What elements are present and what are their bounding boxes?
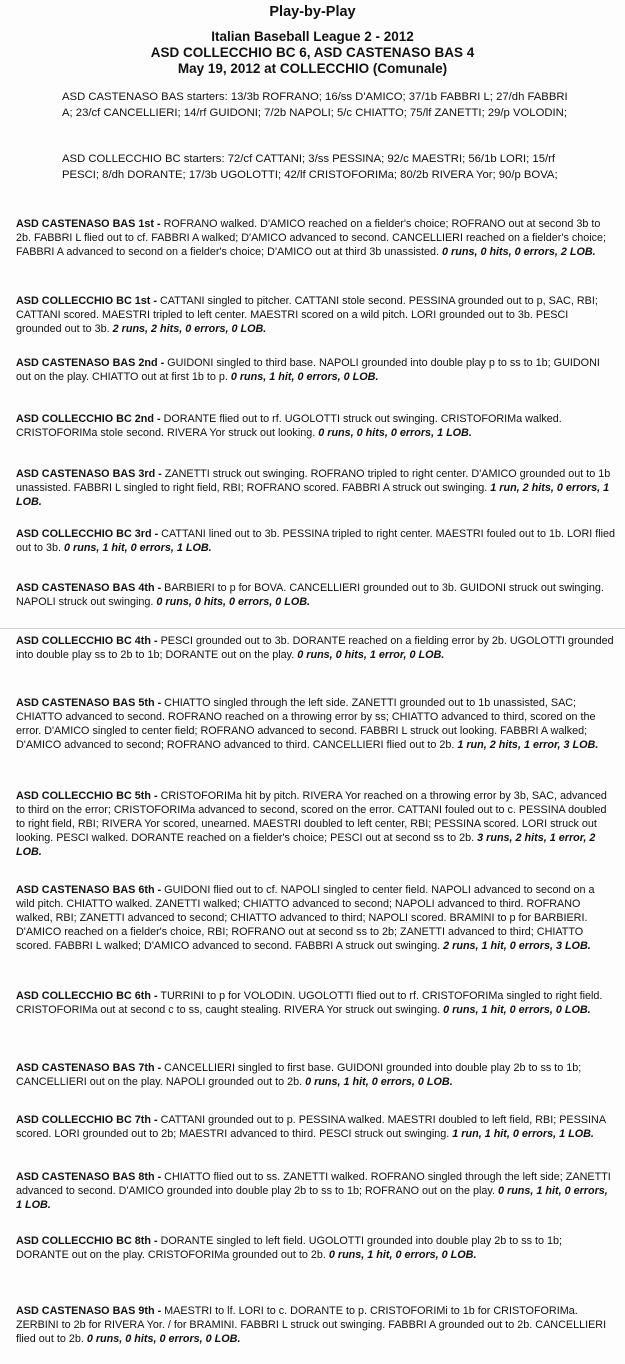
- inning-label: ASD COLLECCHIO BC 5th -: [16, 790, 158, 802]
- inning-label: ASD CASTENASO BAS 5th -: [16, 697, 162, 709]
- inning-plays: MAESTRI to lf. LORI to c. DORANTE to p. CRISTOFORIMi to 1b for CRISTOFORIMa. ZERBINI to 2b for RIVERA Yor. / for BRAMINI. FABBRI L struck out swinging. FABBRI A grounded out to 2b. CANCELLIERI flied out to 2b.: [16, 1305, 607, 1345]
- inning-plays: BARBIERI to p for BOVA. CANCELLIERI grounded out to 3b. GUIDONI struck out swinging. NAPOLI struck out swinging.: [16, 582, 604, 608]
- inning-summary: 0 runs, 0 hits, 0 errors, 2 LOB.: [442, 246, 596, 258]
- inning-plays: DORANTE flied out to rf. UGOLOTTI struck out swinging. CRISTOFORIMa walked. CRISTOFORIMa stole second. RIVERA Yor struck out looking.: [16, 413, 562, 439]
- inning-plays: ROFRANO walked. D'AMICO reached on a fielder's choice; ROFRANO out at second 3b to 2b. FABBRI L flied out to cf. FABBRI A walked; D'AMICO advanced to second. CANCELLIERI reached on a fielder's choice; FABBRI A advanced to second on a fielder's choice; D'AMICO out at third 3b unassisted.: [16, 218, 607, 258]
- inning-entry: [16, 527, 616, 555]
- inning-entry: [16, 1234, 616, 1262]
- inning-summary: 0 runs, 1 hit, 0 errors, 1 LOB.: [16, 1185, 608, 1211]
- inning-plays: CHIATTO flied out to ss. ZANETTI walked. ROFRANO singled through the left side; ZANETTI advanced to second. D'AMICO grounded into double play 2b to ss to 1b; ROFRANO out on the play.: [16, 1171, 611, 1197]
- inning-plays: DORANTE singled to left field. UGOLOTTI grounded into double play 2b to ss to 1b; DORANTE out on the play. CRISTOFORIMa grounded out to 2b.: [16, 1235, 563, 1261]
- inning-entry: [16, 581, 616, 609]
- inning-plays: CANCELLIERI singled to first base. GUIDONI grounded into double play 2b to ss to 1b; CANCELLIERI out on the play. NAPOLI grounded out to 2b.: [16, 1062, 582, 1088]
- inning-entry: [16, 1304, 616, 1346]
- inning-summary: 0 runs, 0 hits, 0 errors, 1 LOB.: [318, 427, 472, 439]
- inning-label: ASD CASTENASO BAS 7th -: [16, 1062, 162, 1074]
- inning-entry: [16, 1113, 616, 1141]
- inning-summary: 0 runs, 1 hit, 0 errors, 0 LOB.: [230, 371, 379, 383]
- inning-summary: 0 runs, 0 hits, 0 errors, 0 LOB.: [156, 596, 311, 608]
- inning-plays: CATTANI lined out to 3b. PESSINA tripled to right center. MAESTRI fouled out to 1b. LORI flied out to 3b.: [16, 528, 616, 554]
- inning-label: ASD CASTENASO BAS 4th -: [16, 582, 162, 594]
- league-line: Italian Baseball League 2 - 2012: [211, 29, 414, 44]
- inning-entry: [16, 789, 616, 859]
- inning-plays: PESCI grounded out to 3b. DORANTE reached on a fielding error by 2b. UGOLOTTI grounded into double play ss to 2b to 1b; DORANTE out on the play.: [16, 635, 614, 661]
- visitor-starters: ASD CASTENASO BAS starters: 13/3b ROFRANO; 16/ss D'AMICO; 37/1b FABBRI L; 27/dh FABBRI A; 23/cf CANCELLIERI; 14/rf GUIDONI; 7/2b NAPOLI; 5/c CHIATTO; 75/lf ZANETTI; 29/p VOLODIN;: [62, 91, 568, 119]
- inning-entry: [16, 1170, 616, 1212]
- scan-divider: [0, 628, 625, 629]
- inning-label: ASD COLLECCHIO BC 8th -: [16, 1235, 158, 1247]
- inning-entry: [16, 467, 616, 509]
- inning-label: ASD COLLECCHIO BC 7th -: [16, 1114, 158, 1126]
- inning-summary: 0 runs, 0 hits, 0 errors, 0 LOB.: [86, 1333, 241, 1345]
- inning-entry: [16, 883, 616, 953]
- inning-plays: CATTANI singled to pitcher. CATTANI stole second. PESSINA grounded out to p, SAC, RBI; CATTANI scored. MAESTRI tripled to left center. MAESTRI scored on a wild pitch. LORI grounded out to 3b. PESCI grounded out to 3b.: [16, 295, 598, 335]
- inning-label: ASD COLLECCHIO BC 4th -: [16, 635, 158, 647]
- inning-summary: 0 runs, 1 hit, 0 errors, 1 LOB.: [64, 542, 212, 554]
- game-header: [0, 29, 625, 77]
- inning-plays: ZANETTI struck out swinging. ROFRANO tripled to right center. D'AMICO grounded out to 1b unassisted. FABBRI L singled to right field, RBI; ROFRANO scored. FABBRI A struck out swinging.: [16, 468, 611, 494]
- inning-summary: 0 runs, 0 hits, 1 error, 0 LOB.: [297, 649, 445, 661]
- page-title: Play-by-Play: [269, 4, 356, 20]
- home-starters: ASD COLLECCHIO BC starters: 72/cf CATTANI; 3/ss PESSINA; 92/c MAESTRI; 56/1b LORI; 15/rf PESCI; 8/dh DORANTE; 17/3b UGOLOTTI; 42/lf CRISTOFORIMa; 80/2b RIVERA Yor; 90/p BOVA;: [62, 153, 558, 181]
- inning-summary: 0 runs, 1 hit, 0 errors, 0 LOB.: [443, 1004, 591, 1016]
- inning-entry: [16, 412, 616, 440]
- inning-label: ASD CASTENASO BAS 1st -: [16, 218, 161, 230]
- inning-entry: [16, 294, 616, 336]
- inning-plays: CHIATTO singled through the left side. ZANETTI grounded out to 1b unassisted, SAC; CHIATTO advanced to second. ROFRANO reached on a throwing error by ss; CHIATTO advanced to third, scored on the error. D'AMICO singled to center field; ROFRANO advanced to second. FABBRI L struck out looking. FABBRI A walked; D'AMICO advanced to second; ROFRANO advanced to third. CANCELLIERI flied out to 2b.: [16, 697, 596, 751]
- inning-label: ASD COLLECCHIO BC 6th -: [16, 990, 158, 1002]
- inning-summary: 1 run, 2 hits, 1 error, 3 LOB.: [457, 739, 599, 751]
- inning-entry: [16, 696, 616, 752]
- score-line: ASD COLLECCHIO BC 6, ASD CASTENASO BAS 4: [150, 45, 475, 60]
- inning-label: ASD COLLECCHIO BC 1st -: [16, 295, 157, 307]
- inning-summary: 3 runs, 2 hits, 1 error, 2 LOB.: [16, 832, 596, 858]
- inning-summary: 2 runs, 1 hit, 0 errors, 3 LOB.: [443, 940, 591, 952]
- inning-entry: [16, 989, 616, 1017]
- inning-label: ASD CASTENASO BAS 3rd -: [16, 468, 162, 480]
- inning-entry: [16, 217, 616, 259]
- inning-plays: CATTANI grounded out to p. PESSINA walked. MAESTRI doubled to left field, RBI; PESSINA scored. LORI grounded out to 2b; MAESTRI advanced to third. PESCI struck out swinging.: [16, 1114, 606, 1140]
- inning-summary: 0 runs, 1 hit, 0 errors, 0 LOB.: [305, 1076, 453, 1088]
- inning-label: ASD COLLECCHIO BC 2nd -: [16, 413, 161, 425]
- inning-label: ASD CASTENASO BAS 6th -: [16, 884, 162, 896]
- inning-summary: 2 runs, 2 hits, 0 errors, 0 LOB.: [112, 323, 267, 335]
- inning-entry: [16, 356, 616, 384]
- inning-plays: TURRINI to p for VOLODIN. UGOLOTTI flied out to rf. CRISTOFORIMa singled to right field. CRISTOFORIMa out at second c to ss, caught stealing. RIVERA Yor struck out swinging.: [16, 990, 603, 1016]
- inning-plays: GUIDONI singled to third base. NAPOLI grounded into double play p to ss to 1b; GUIDONI out on the play. CHIATTO out at first 1b to p.: [16, 357, 600, 383]
- inning-label: ASD CASTENASO BAS 8th -: [16, 1171, 162, 1183]
- inning-label: ASD COLLECCHIO BC 3rd -: [16, 528, 159, 540]
- inning-plays: GUIDONI flied out to cf. NAPOLI singled to center field. NAPOLI advanced to second on a wild pitch. CHIATTO walked. ZANETTI walked; CHIATTO advanced to second; NAPOLI advanced to third. ROFRANO walked, RBI; ZANETTI advanced to second; CHIATTO advanced to third; NAPOLI scored. BRAMINI to p for BARBIERI. D'AMICO reached on a fielder's choice, RBI; ROFRANO out at second ss to 2b; ZANETTI advanced to third; CHIATTO scored. FABBRI L walked; D'AMICO advanced to second. FABBRI A struck out swinging.: [16, 884, 595, 952]
- date-place-line: May 19, 2012 at COLLECCHIO (Comunale): [177, 61, 448, 76]
- inning-label: ASD CASTENASO BAS 2nd -: [16, 357, 165, 369]
- inning-label: ASD CASTENASO BAS 9th -: [16, 1305, 162, 1317]
- inning-summary: 0 runs, 1 hit, 0 errors, 0 LOB.: [328, 1249, 477, 1261]
- inning-summary: 1 run, 2 hits, 0 errors, 1 LOB.: [16, 482, 610, 508]
- inning-entry: [16, 634, 616, 662]
- inning-plays: CRISTOFORIMa hit by pitch. RIVERA Yor reached on a throwing error by 3b, SAC, advanced to third on the error; CRISTOFORIMa advanced to second, scored on the error. CATTANI fouled out to c. PESSINA doubled to right field, RBI; RIVERA Yor scored, unearned. MAESTRI doubled to left center, RBI; PESSINA scored. LORI struck out looking. PESCI walked. DORANTE reached on a fielder's choice; PESCI out at second ss to 2b.: [16, 790, 607, 844]
- inning-summary: 1 run, 1 hit, 0 errors, 1 LOB.: [452, 1128, 594, 1140]
- inning-entry: [16, 1061, 616, 1089]
